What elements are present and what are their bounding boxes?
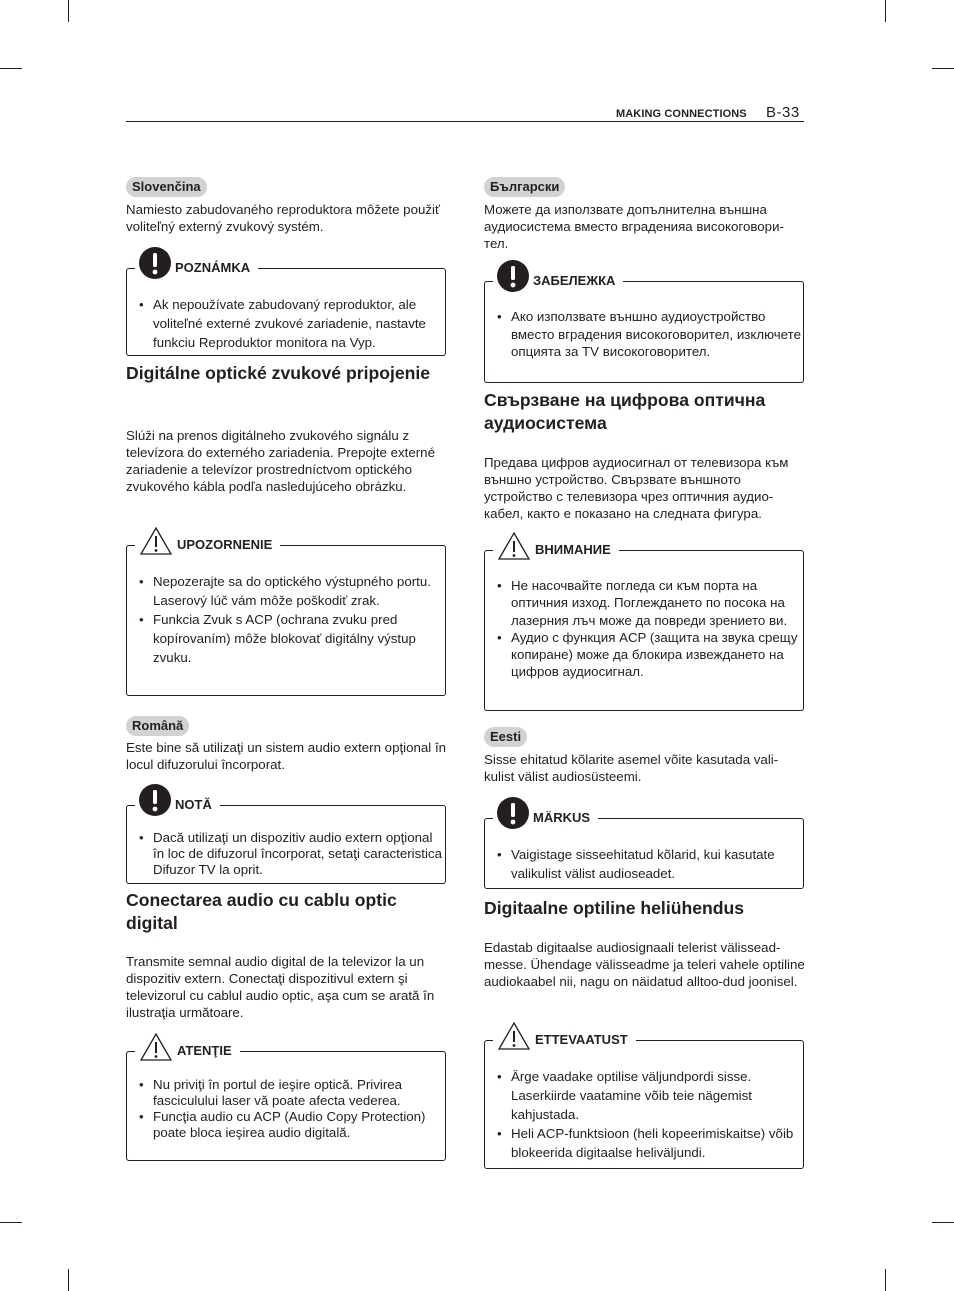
- intro-text: Можете да използвате допълнителна външна аудиосистема вместо вграденияа високоговори-тел.: [484, 202, 784, 251]
- crop-mark: [68, 0, 69, 22]
- note-list: [485, 845, 803, 883]
- caution-item: • Аудио с функция ACP (защита на звука срещу копиране) може да блокира извеждането на цифров аудиосигнал.: [485, 629, 803, 681]
- intro-text: Namiesto zabudovaného reproduktora môžete použiť voliteľný externý zvukový systém.: [126, 202, 440, 234]
- note-item: • Dacă utilizaţi un dispozitiv audio extern opţional în loc de difuzorul încorporat, setaţi caracteristica Difuzor TV la oprit.: [127, 830, 445, 878]
- caution-box-header: [493, 527, 619, 561]
- caution-box: [126, 537, 446, 696]
- crop-mark: [0, 1222, 22, 1223]
- caution-list: [485, 1067, 803, 1162]
- caution-box-header: [493, 1017, 636, 1051]
- caution-item: • Funkcia Zvuk s ACP (ochrana zvuku pred kopírovaním) môže blokovať digitálny výstup zvuku.: [127, 610, 445, 667]
- body-text: Transmite semnal audio digital de la televizor la un dispozitiv extern. Conectaţi dispozitivul extern şi televizorul cu cablul audio optic, aşa cum se arată în ilustraţia următoare.: [126, 954, 435, 1020]
- intro-text: Sisse ehitatud kõlarite asemel võite kasutada vali-kulist välist audiosüsteemi.: [484, 752, 779, 784]
- warning-icon: [497, 531, 531, 561]
- header-rule: [126, 121, 804, 122]
- crop-mark: [68, 1269, 69, 1291]
- exclamation-icon: [497, 797, 529, 829]
- note-title: POZNÁMKA: [175, 260, 251, 275]
- caution-list: [485, 577, 803, 681]
- caution-list: [127, 572, 445, 667]
- exclamation-icon: [497, 260, 529, 292]
- caution-item: • Nu priviţi în portul de ieşire optică. Privirea fasciculului laser vă poate afecta vederea.: [127, 1077, 445, 1109]
- section-name: MAKING CONNECTIONS: [616, 108, 747, 120]
- note-list: [127, 830, 445, 878]
- intro-text: Este bine să utilizaţi un sistem audio extern opţional în locul difuzorului încorporat.: [126, 740, 447, 772]
- caution-title: ATENŢIE: [177, 1043, 232, 1058]
- note-box: [484, 810, 804, 889]
- body-text: Slúži na prenos digitálneho zvukového signálu z televízora do externého zariadenia. Prepojte externé zariadenie a televízor prostredníctvom optického zvukového kábla podľa nasledujúceho obrázku.: [126, 428, 435, 494]
- note-box: [126, 797, 446, 884]
- page-number: B-33: [766, 104, 800, 121]
- lang-badge-romana: Română: [126, 716, 189, 736]
- note-box-header: [135, 782, 220, 816]
- crop-mark: [932, 1222, 954, 1223]
- warning-icon: [139, 526, 173, 556]
- note-box-header: [493, 258, 623, 292]
- exclamation-icon: [139, 784, 171, 816]
- note-title: ЗАБЕЛЕЖКА: [533, 273, 616, 288]
- section-heading: Свързване на цифрова оптична аудиосистема: [484, 390, 766, 433]
- caution-title: UPOZORNENIE: [177, 537, 273, 552]
- caution-item: • Ärge vaadake optilise väljundpordi sisse. Laserkiirde vaatamine võib teie nägemist kahjustada.: [485, 1067, 803, 1124]
- note-item: • Ak nepoužívate zabudovaný reproduktor, ale voliteľné externé zvukové zariadenie, nastavte funkciu Reproduktor monitora na Vyp.: [127, 295, 445, 352]
- warning-icon: [497, 1021, 531, 1051]
- caution-box: [484, 542, 804, 711]
- lang-badge-bulgarski: Български: [484, 177, 565, 197]
- caution-item: • Не насочвайте погледа си към порта на оптичния изход. Поглеждането по посока на лазерния лъч може да повреди зрението ви.: [485, 577, 803, 629]
- lang-badge-eesti: Eesti: [484, 727, 527, 747]
- caution-title: ETTEVAATUST: [535, 1032, 628, 1047]
- note-list: [485, 308, 803, 361]
- note-box: [484, 273, 804, 383]
- note-item: • Ако използвате външно аудиоустройство вместо вградения високоговорител, изключете опцията за TV високоговорител.: [485, 308, 803, 361]
- caution-box: [484, 1032, 804, 1169]
- crop-mark: [885, 1269, 886, 1291]
- note-item: • Vaigistage sisseehitatud kõlarid, kui kasutate valikulist välist audioseadet.: [485, 845, 803, 883]
- caution-box: [126, 1043, 446, 1161]
- caution-title: ВНИМАНИЕ: [535, 542, 611, 557]
- note-title: MÄRKUS: [533, 810, 591, 825]
- note-box: [126, 260, 446, 356]
- crop-mark: [885, 0, 886, 22]
- section-heading: Conectarea audio cu cablu optic digital: [126, 890, 397, 933]
- note-box-header: [135, 245, 258, 279]
- note-title: NOTĂ: [175, 797, 212, 812]
- caution-box-header: [135, 522, 280, 556]
- warning-icon: [139, 1032, 173, 1062]
- note-box-header: [493, 795, 598, 829]
- exclamation-icon: [139, 247, 171, 279]
- caution-list: [127, 1077, 445, 1141]
- caution-item: • Nepozerajte sa do optického výstupného portu. Laserový lúč vám môže poškodiť zrak.: [127, 572, 445, 610]
- caution-item: • Funcţia audio cu ACP (Audio Copy Protection) poate bloca ieşirea audio digitală.: [127, 1109, 445, 1141]
- caution-box-header: [135, 1028, 240, 1062]
- lang-badge-slovencina: Slovenčina: [126, 177, 207, 197]
- caution-item: • Heli ACP-funktsioon (heli kopeerimiskaitse) võib blokeerida digitaalse heliväljundi.: [485, 1124, 803, 1162]
- section-heading: Digitaalne optiline heliühendus: [484, 898, 745, 918]
- body-text: Предава цифров аудиосигнал от телевизора към външно устройство. Свързвате външното устройство с телевизора чрез оптичния аудио-кабел, както е показано на следната фигура.: [484, 455, 789, 521]
- note-list: [127, 295, 445, 352]
- crop-mark: [0, 68, 22, 69]
- crop-mark: [932, 68, 954, 69]
- section-heading: Digitálne optické zvukové pripojenie: [126, 363, 431, 383]
- body-text: Edastab digitaalse audiosignaali telerist välissead-messe. Ühendage välisseadme ja teleri vahele optiline audiokaabel nii, nagu on näidatud alltoo-dud joonisel.: [484, 940, 805, 989]
